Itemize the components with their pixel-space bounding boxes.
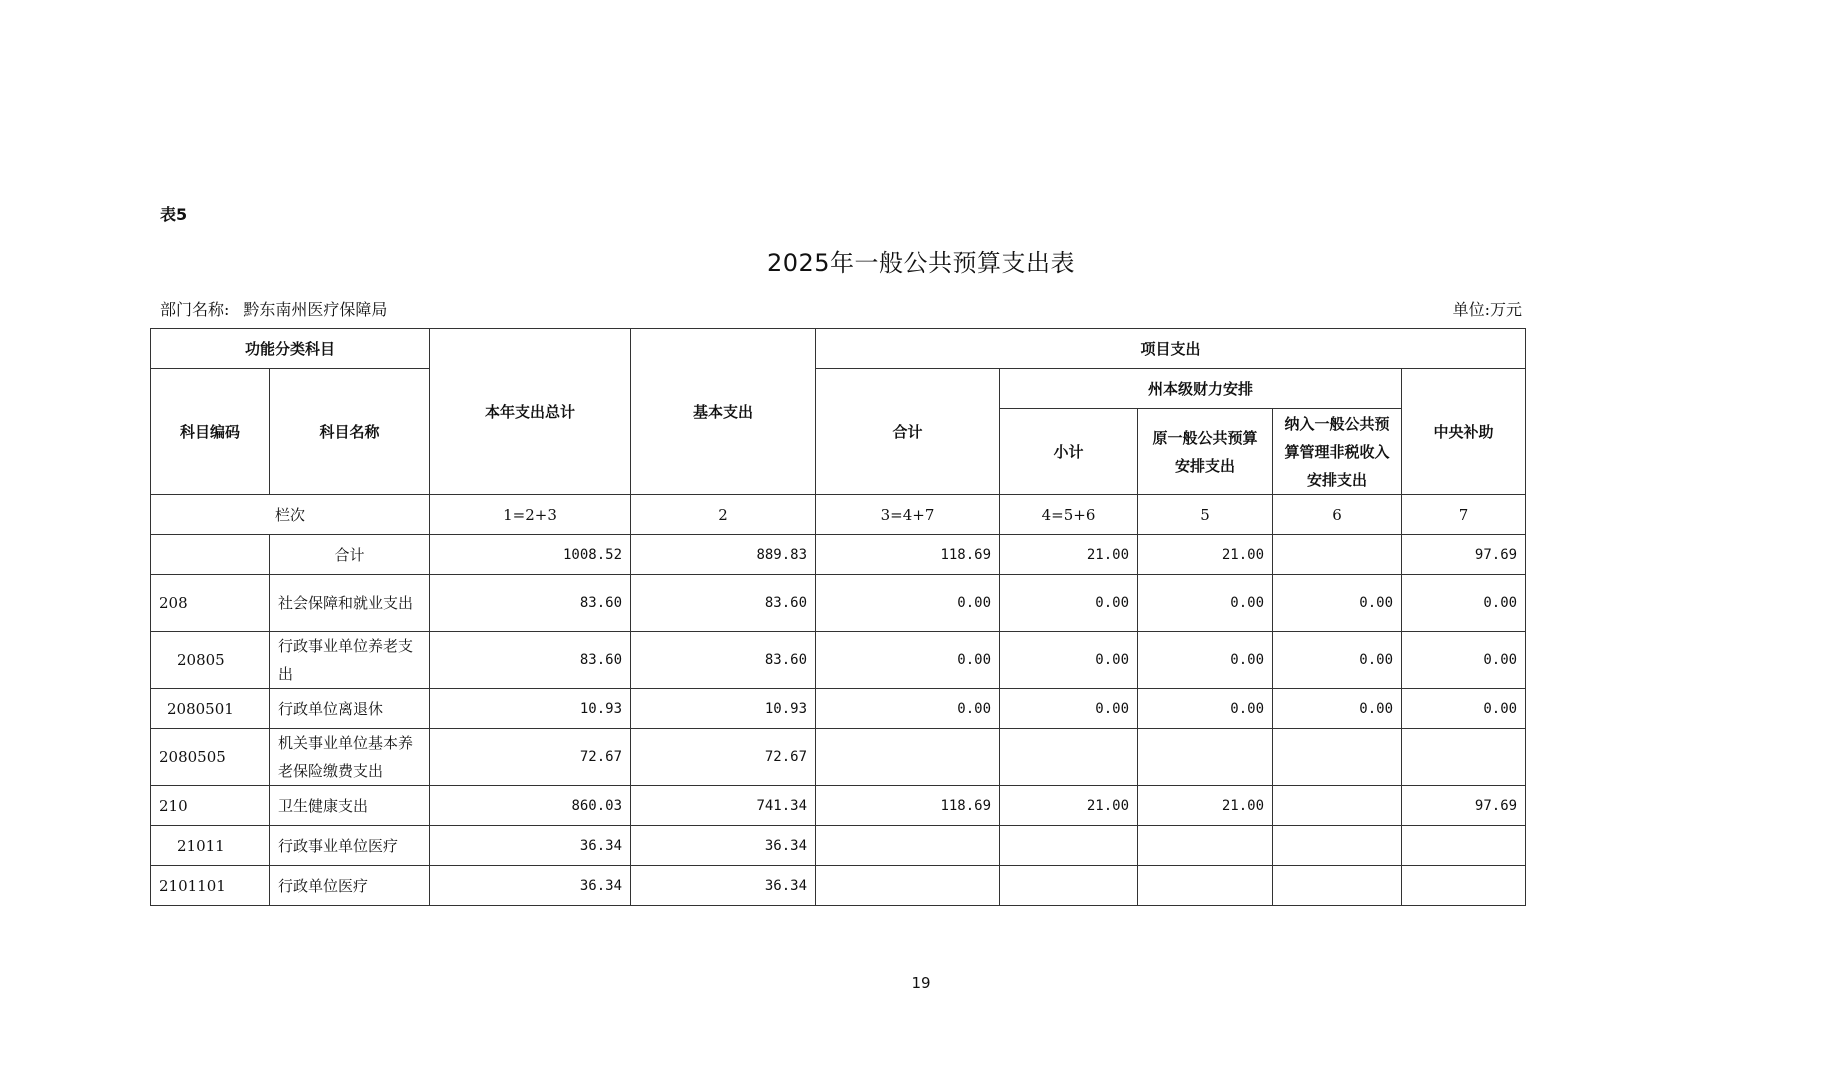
- row-non-tax: 0.00: [1273, 689, 1402, 729]
- row-basic: 889.83: [631, 535, 816, 575]
- row-non-tax: [1273, 866, 1402, 906]
- column-index-4: 4=5+6: [1000, 495, 1138, 535]
- table-row: [151, 826, 1526, 866]
- header-row-2: [151, 369, 1526, 409]
- row-name: 行政事业单位医疗: [270, 826, 430, 866]
- row-name: 合计: [270, 535, 430, 575]
- row-orig-general: 0.00: [1138, 575, 1273, 632]
- row-basic: 72.67: [631, 729, 816, 786]
- row-small-total: [1000, 866, 1138, 906]
- row-code: [151, 535, 270, 575]
- header-func-category: 功能分类科目: [151, 329, 430, 369]
- row-central: [1402, 866, 1526, 906]
- row-orig-general: 21.00: [1138, 786, 1273, 826]
- column-index-label: 栏次: [151, 495, 430, 535]
- table-row: [151, 632, 1526, 689]
- row-orig-general: [1138, 866, 1273, 906]
- row-name: 行政单位离退休: [270, 689, 430, 729]
- department-label: 部门名称:: [160, 300, 230, 319]
- department-name: 黔东南州医疗保障局: [243, 300, 388, 319]
- header-central-subsidy: 中央补助: [1402, 369, 1526, 495]
- header-non-tax: 纳入一般公共预算管理非税收入安排支出: [1273, 409, 1402, 495]
- row-orig-general: 0.00: [1138, 689, 1273, 729]
- row-basic: 83.60: [631, 632, 816, 689]
- row-project-total: 0.00: [816, 575, 1000, 632]
- row-non-tax: [1273, 826, 1402, 866]
- row-small-total: 0.00: [1000, 632, 1138, 689]
- table-row: [151, 786, 1526, 826]
- column-index-1: 1=2+3: [430, 495, 631, 535]
- row-project-total: [816, 729, 1000, 786]
- row-code: 210: [151, 786, 270, 826]
- column-index-2: 2: [631, 495, 816, 535]
- row-code: 2080501: [151, 689, 270, 729]
- column-index-7: 7: [1402, 495, 1526, 535]
- row-basic: 36.34: [631, 826, 816, 866]
- row-code: 21011: [151, 826, 270, 866]
- row-central: 0.00: [1402, 689, 1526, 729]
- row-name: 行政单位医疗: [270, 866, 430, 906]
- row-basic: 83.60: [631, 575, 816, 632]
- row-project-total: [816, 866, 1000, 906]
- row-total: 1008.52: [430, 535, 631, 575]
- row-project-total: 118.69: [816, 535, 1000, 575]
- row-central: [1402, 729, 1526, 786]
- row-total: 36.34: [430, 826, 631, 866]
- header-project-expense: 项目支出: [816, 329, 1526, 369]
- row-orig-general: 0.00: [1138, 632, 1273, 689]
- department-line: [160, 297, 387, 320]
- row-non-tax: [1273, 729, 1402, 786]
- row-code: 2101101: [151, 866, 270, 906]
- header-orig-general: 原一般公共预算安排支出: [1138, 409, 1273, 495]
- row-code: 208: [151, 575, 270, 632]
- header-subject-name: 科目名称: [270, 369, 430, 495]
- table-row: [151, 729, 1526, 786]
- row-code: 2080505: [151, 729, 270, 786]
- row-name: 社会保障和就业支出: [270, 575, 430, 632]
- row-small-total: 21.00: [1000, 786, 1138, 826]
- page-number: 19: [911, 974, 931, 992]
- column-index-6: 6: [1273, 495, 1402, 535]
- table-row: [151, 575, 1526, 632]
- row-name: 行政事业单位养老支出: [270, 632, 430, 689]
- row-non-tax: [1273, 786, 1402, 826]
- header-row-1: [151, 329, 1526, 369]
- row-non-tax: 0.00: [1273, 575, 1402, 632]
- row-project-total: [816, 826, 1000, 866]
- row-basic: 36.34: [631, 866, 816, 906]
- row-project-total: 118.69: [816, 786, 1000, 826]
- row-code: 20805: [151, 632, 270, 689]
- row-basic: 10.93: [631, 689, 816, 729]
- header-state-finance: 州本级财力安排: [1000, 369, 1402, 409]
- row-small-total: 0.00: [1000, 575, 1138, 632]
- row-non-tax: 0.00: [1273, 632, 1402, 689]
- row-orig-general: [1138, 826, 1273, 866]
- header-total-expense: 本年支出总计: [430, 329, 631, 495]
- row-project-total: 0.00: [816, 632, 1000, 689]
- row-total: 10.93: [430, 689, 631, 729]
- table-row: [151, 866, 1526, 906]
- row-orig-general: [1138, 729, 1273, 786]
- header-project-total: 合计: [816, 369, 1000, 495]
- unit-label: 单位:万元: [1452, 300, 1522, 319]
- row-small-total: [1000, 729, 1138, 786]
- row-total: 83.60: [430, 632, 631, 689]
- row-total: 860.03: [430, 786, 631, 826]
- row-central: 97.69: [1402, 786, 1526, 826]
- row-total: 36.34: [430, 866, 631, 906]
- row-central: 97.69: [1402, 535, 1526, 575]
- header-basic-expense: 基本支出: [631, 329, 816, 495]
- row-orig-general: 21.00: [1138, 535, 1273, 575]
- row-name: 机关事业单位基本养老保险缴费支出: [270, 729, 430, 786]
- row-non-tax: [1273, 535, 1402, 575]
- header-subject-code: 科目编码: [151, 369, 270, 495]
- row-small-total: [1000, 826, 1138, 866]
- column-index-5: 5: [1138, 495, 1273, 535]
- row-central: 0.00: [1402, 575, 1526, 632]
- header-small-total: 小计: [1000, 409, 1138, 495]
- row-small-total: 21.00: [1000, 535, 1138, 575]
- row-project-total: 0.00: [816, 689, 1000, 729]
- table-row-total: [151, 535, 1526, 575]
- budget-table: [150, 328, 1526, 906]
- row-basic: 741.34: [631, 786, 816, 826]
- row-central: [1402, 826, 1526, 866]
- row-total: 72.67: [430, 729, 631, 786]
- table-number: 表5: [160, 205, 188, 224]
- page-title: 2025年一般公共预算支出表: [766, 249, 1076, 277]
- column-index-3: 3=4+7: [816, 495, 1000, 535]
- row-central: 0.00: [1402, 632, 1526, 689]
- row-name: 卫生健康支出: [270, 786, 430, 826]
- table-row: [151, 689, 1526, 729]
- row-total: 83.60: [430, 575, 631, 632]
- row-small-total: 0.00: [1000, 689, 1138, 729]
- column-index-row: [151, 495, 1526, 535]
